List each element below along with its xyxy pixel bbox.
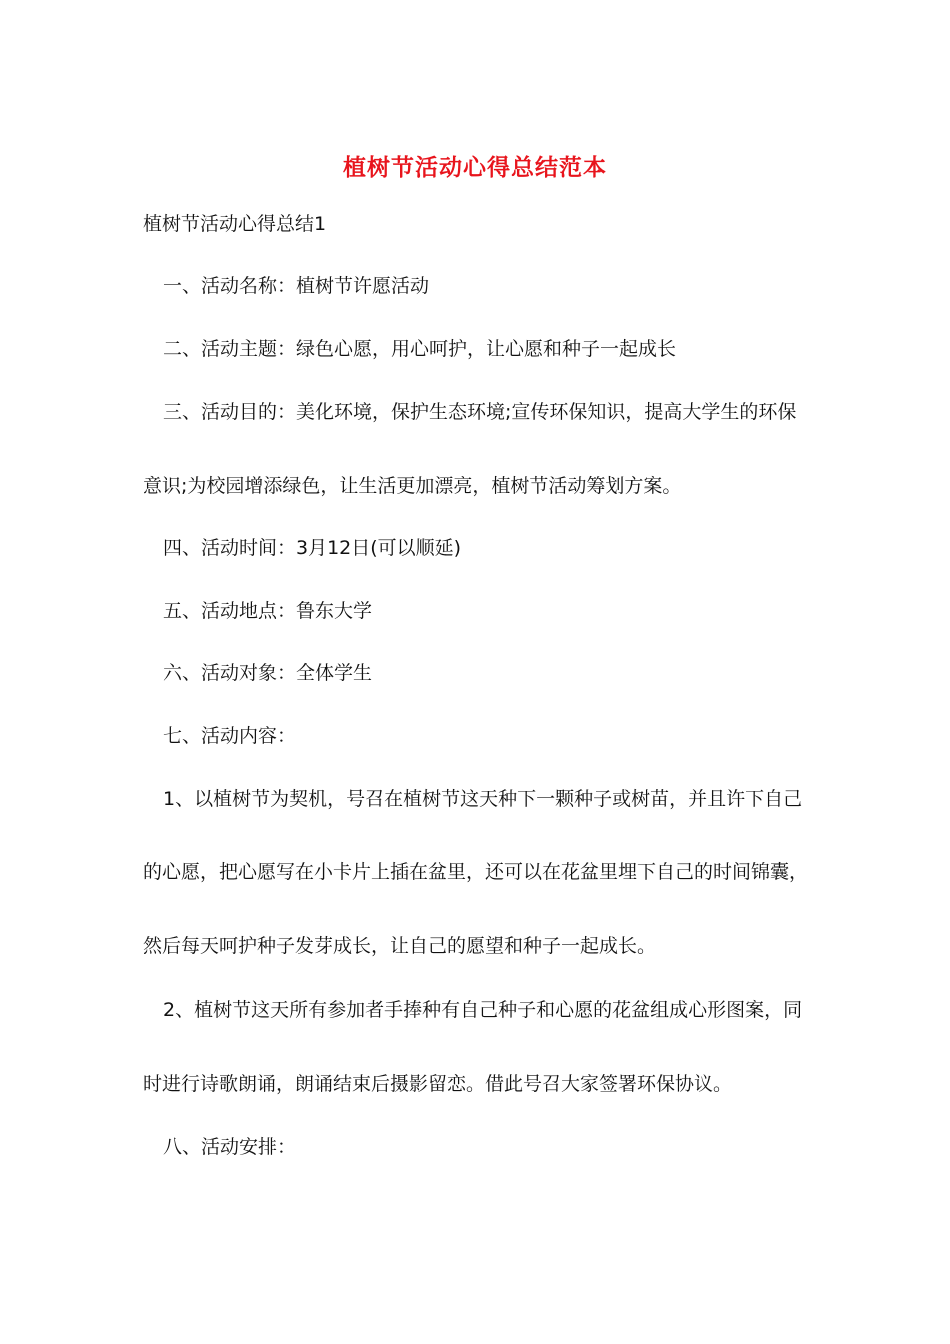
paragraph-line: 五、活动地点：鲁东大学 [163, 600, 373, 622]
paragraph-line: 时进行诗歌朗诵，朗诵结束后摄影留恋。借此号召大家签署环保协议。 [143, 1073, 733, 1095]
paragraph-line: 然后每天呵护种子发芽成长，让自己的愿望和种子一起成长。 [143, 935, 657, 957]
paragraph-line: 的心愿，把心愿写在小卡片上插在盆里，还可以在花盆里埋下自己的时间锦囊， [143, 861, 809, 883]
paragraph-line: 六、活动对象：全体学生 [163, 662, 373, 684]
paragraph-line: 1、以植树节为契机，号召在植树节这天种下一颗种子或树苗，并且许下自己 [163, 788, 803, 810]
paragraph-line: 八、活动安排： [163, 1136, 297, 1158]
paragraph-line: 七、活动内容： [163, 725, 297, 747]
paragraph-line: 二、活动主题：绿色心愿，用心呵护，让心愿和种子一起成长 [163, 338, 677, 360]
paragraph-line: 2、植树节这天所有参加者手捧种有自己种子和心愿的花盆组成心形图案，同 [163, 999, 803, 1021]
paragraph-line: 一、活动名称：植树节许愿活动 [163, 275, 430, 297]
paragraph-line: 三、活动目的：美化环境，保护生态环境;宣传环保知识，提高大学生的环保 [163, 401, 797, 423]
paragraph-line: 四、活动时间：3月12日(可以顺延) [163, 537, 462, 559]
paragraph-line: 意识;为校园增添绿色，让生活更加漂亮，植树节活动筹划方案。 [143, 475, 682, 497]
document-title: 植树节活动心得总结范本 [343, 154, 607, 181]
section-heading: 植树节活动心得总结1 [143, 213, 327, 235]
